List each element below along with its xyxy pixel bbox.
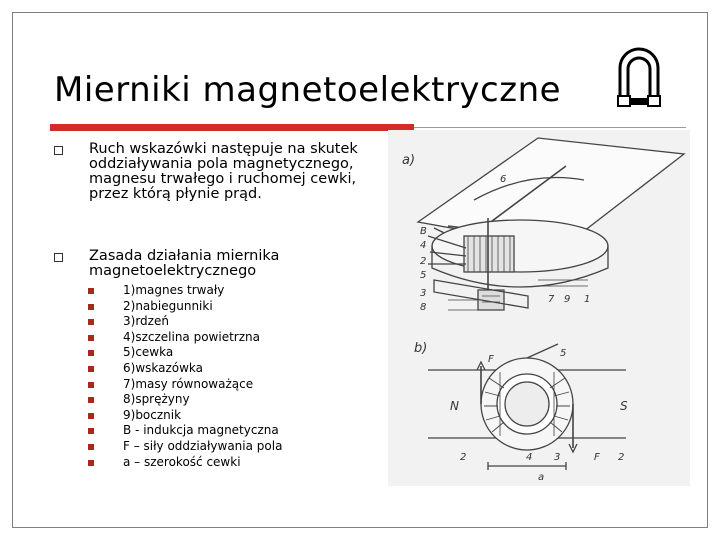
list-item: 2)nabiegunniki: [88, 299, 282, 315]
sub-list: [88, 283, 282, 470]
svg-text:2: 2: [420, 256, 427, 267]
bullet-square-icon: [88, 397, 94, 403]
svg-text:4: 4: [526, 452, 533, 463]
list-item: B - indukcja magnetyczna: [88, 423, 282, 439]
svg-text:2: 2: [460, 452, 467, 463]
list-item: 7)masy równoważące: [88, 377, 282, 393]
figure-label-a: a): [402, 153, 416, 168]
bullet-square-icon: [88, 460, 94, 466]
bullet-square-icon: [88, 350, 94, 356]
list-item: 1)magnes trwały: [88, 283, 282, 299]
list-item: 3)rdzeń: [88, 314, 282, 330]
svg-text:4: 4: [420, 240, 427, 251]
svg-text:5: 5: [560, 348, 567, 359]
bullet-text-2: Zasada działania miernika magnetoelektrycznego: [89, 248, 280, 279]
svg-text:2: 2: [618, 452, 625, 463]
list-item: F – siły oddziaływania pola: [88, 439, 282, 455]
list-item: 5)cewka: [88, 345, 282, 361]
figure-label-b: b): [414, 341, 428, 356]
svg-text:6: 6: [500, 174, 507, 185]
bullet-square-icon: [88, 319, 94, 325]
meter-diagram: [388, 130, 690, 486]
accent-bar: [50, 124, 414, 131]
bullet-square-icon: [88, 444, 94, 450]
svg-text:3: 3: [554, 452, 561, 463]
bullet-square-icon: [88, 288, 94, 294]
meter-diagram-drawing: [388, 130, 690, 486]
svg-text:7: 7: [548, 294, 555, 305]
svg-text:1: 1: [584, 294, 591, 305]
svg-text:B: B: [420, 226, 427, 237]
svg-text:3: 3: [420, 288, 427, 299]
list-item: 6)wskazówka: [88, 361, 282, 377]
svg-text:8: 8: [420, 302, 427, 313]
bullet-square-icon: [88, 428, 94, 434]
svg-text:S: S: [620, 399, 628, 413]
bullet-square-icon: [88, 382, 94, 388]
svg-text:F: F: [488, 354, 494, 365]
bullet-text-1: Ruch wskazówki następuje na skutek oddziaływania pola magnetycznego, magnesu trwałego i ruchomej cewki, przez którą płynie prąd.: [89, 141, 358, 202]
divider-line: [414, 127, 686, 128]
slide-title: Mierniki magnetoelektryczne: [54, 70, 562, 110]
bullet-square-icon: [88, 413, 94, 419]
list-item: 8)sprężyny: [88, 392, 282, 408]
svg-text:5: 5: [420, 270, 427, 281]
horseshoe-magnet-icon: [612, 44, 666, 110]
svg-text:9: 9: [564, 294, 571, 305]
svg-text:N: N: [450, 399, 459, 413]
bullet-square-icon: [88, 335, 94, 341]
bullet-square-icon: [54, 253, 63, 262]
bullet-square-icon: [88, 366, 94, 372]
bullet-square-icon: [88, 304, 94, 310]
svg-text:F: F: [594, 452, 600, 463]
list-item: a – szerokość cewki: [88, 455, 282, 471]
bullet-square-icon: [54, 146, 63, 155]
list-item: 4)szczelina powietrzna: [88, 330, 282, 346]
list-item: 9)bocznik: [88, 408, 282, 424]
svg-text:a: a: [538, 472, 545, 483]
